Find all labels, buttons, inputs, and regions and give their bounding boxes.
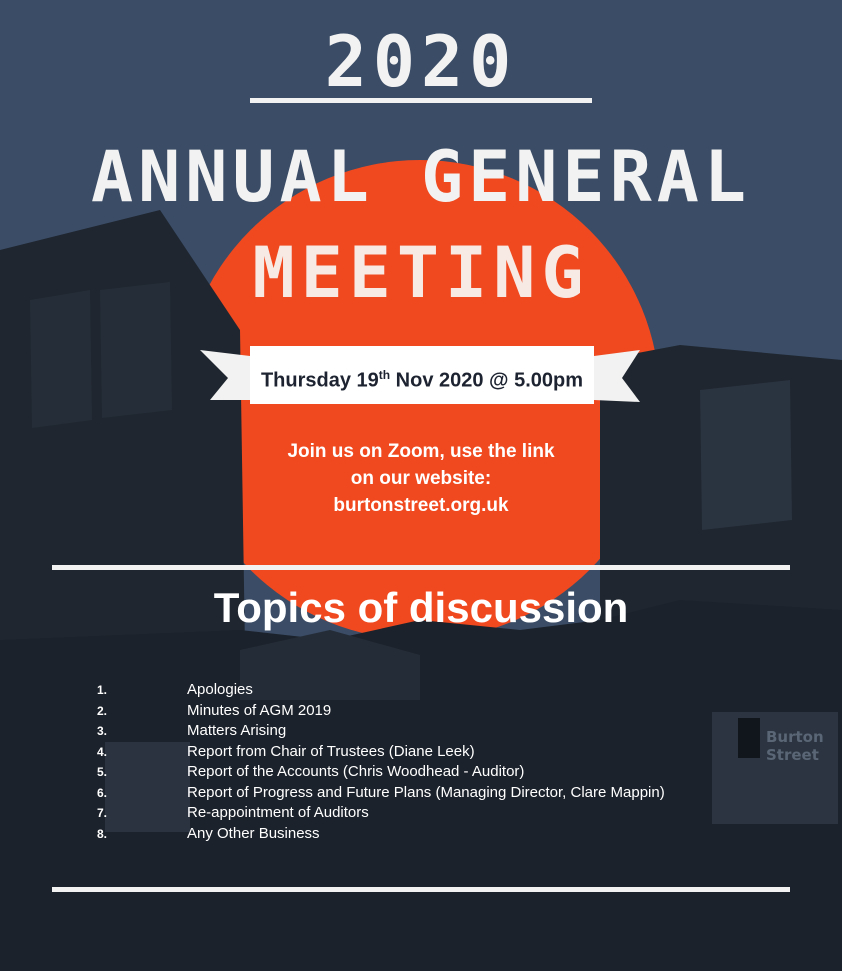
agenda-number: 7. [97,806,108,820]
agenda-text: Report of Progress and Future Plans (Managing Director, Clare Mappin) [187,783,665,801]
agenda-text: Any Other Business [187,824,320,842]
website-link[interactable]: burtonstreet.org.uk [333,495,509,516]
agenda-text: Apologies [187,681,253,698]
title-line-1: ANNUAL GENERAL [90,136,751,218]
agenda-number: 8. [97,826,108,841]
agenda-number: 4. [97,744,108,759]
year-heading: 2020 [324,21,518,103]
topics-heading: Topics of discussion [213,584,629,631]
agenda-text: Report from Chair of Trustees (Diane Leek) [187,742,475,760]
agenda-text: Minutes of AGM 2019 [187,701,332,719]
agenda-number: 5. [97,765,108,779]
sign-text-street: Street [766,746,819,764]
agenda-number: 6. [97,785,108,800]
agenda-number: 2. [97,703,108,718]
zoom-line-1: Join us on Zoom, use the link [287,441,555,462]
agenda-number: 1. [97,683,108,697]
title-line-2: MEETING [252,232,590,314]
agenda-text: Re-appointment of Auditors [187,804,369,821]
date-suffix: th [378,368,391,382]
date-prefix: Thursday 19 [260,369,379,392]
agenda-text: Report of the Accounts (Chris Woodhead - Auditor) [187,763,525,780]
agenda-number: 3. [97,724,108,738]
date-rest: Nov 2020 @ 5.00pm [390,369,584,392]
agenda-text: Matters Arising [187,722,287,739]
zoom-line-2: on our website: [350,468,492,489]
sign-text-burton: Burton [766,728,824,746]
